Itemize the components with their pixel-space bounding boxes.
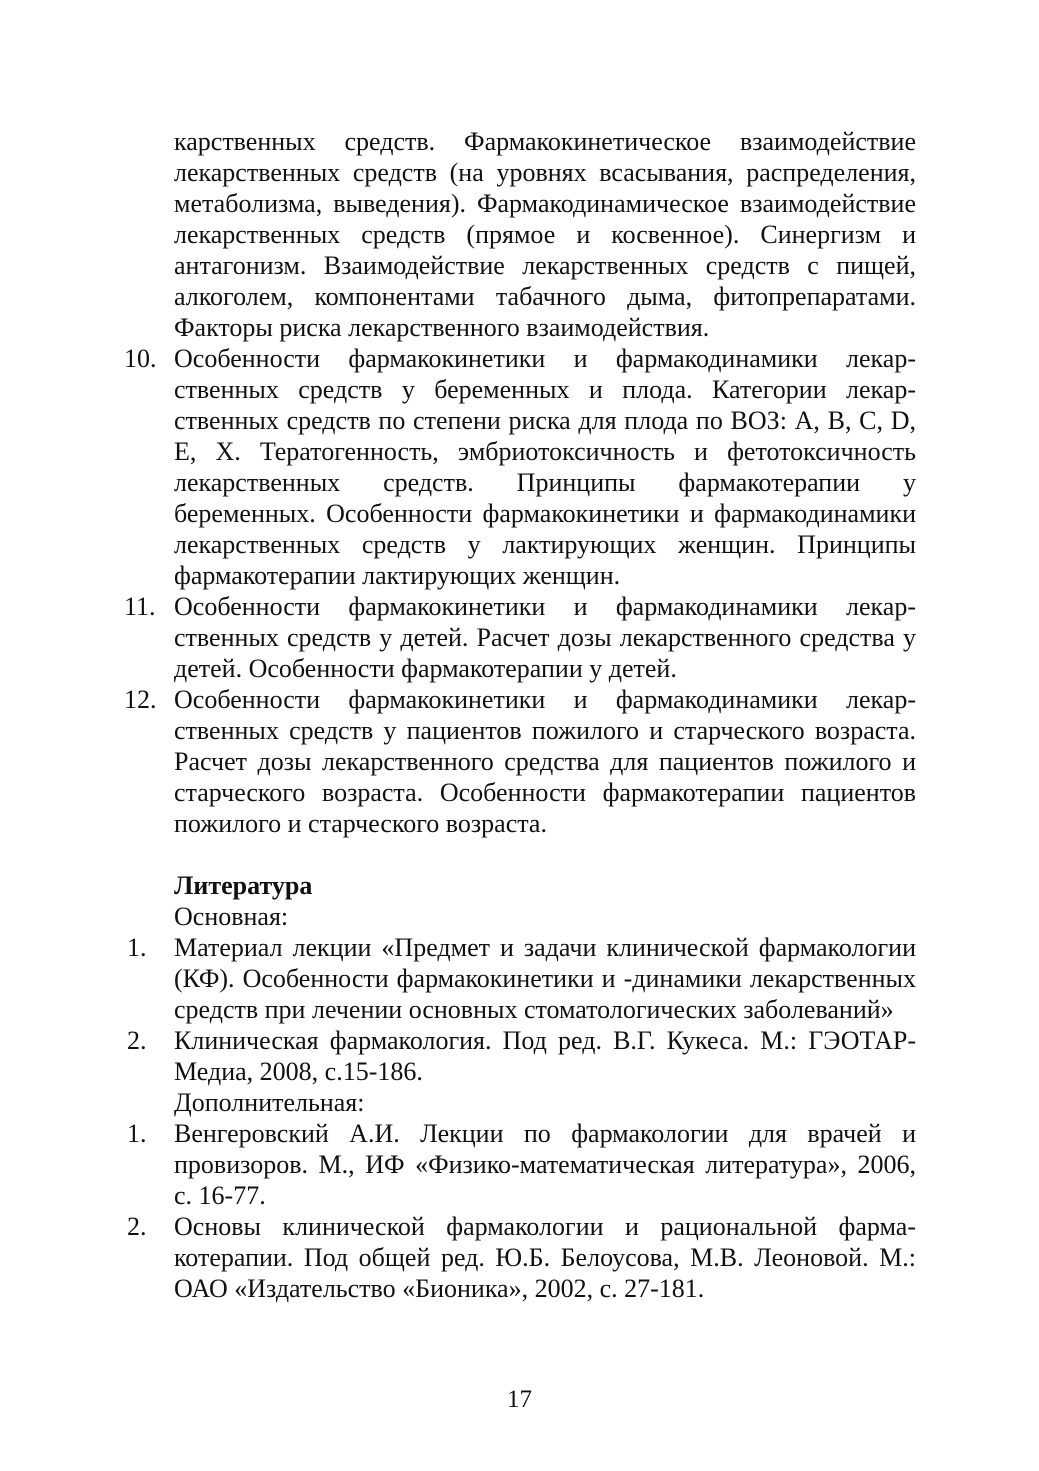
topic-item-11 — [124, 591, 916, 684]
topic-number: 12. — [124, 685, 157, 714]
topic-text: Особенности фармакокинетики и фармакодинамики лекарственных средств у беременных и плода. Категории лекарственных средств по степени риска для плода по ВОЗ: A, B, C, D, E, X. Тератогенность, эмбриотоксичность и фетотоксичность лекарственных средств. Принципы фармакотерапии у беременных. Особенности фармакокинетики и фармакодинамики лекарственных средств у лактирующих женщин. Принципы фармакотерапии лактирующих женщин. — [174, 344, 916, 590]
literature-text: Основы клинической фармакологии и рациональной фармакотерапии. Под общей ред. Ю.Б. Белоусова, М.В. Леоновой. М.: ОАО «Издательство «Бионика», 2002, с. 27-181. — [174, 1212, 916, 1303]
literature-text: Материал лекции «Предмет и задачи клинической фармакологии (КФ). Особенности фармакокинетики и -динамики лекарственных средств при лечении основных стоматологических заболеваний» — [174, 933, 916, 1024]
literature-number: 2. — [127, 1026, 147, 1055]
additional-literature-item-1 — [124, 1118, 916, 1211]
topic-number: 10. — [124, 344, 157, 373]
main-literature-item-1 — [124, 932, 916, 1025]
page-number: 17 — [507, 1386, 532, 1413]
topic-item-12 — [124, 684, 916, 839]
literature-text: Венгеровский А.И. Лекции по фармакологии для врачей и провизоров. М., ИФ «Физико-математическая литература», 2006, с. 16-77. — [174, 1119, 916, 1210]
topic-text: Особенности фармакокинетики и фармакодинамики лекарственных средств у пациентов пожилого и старческого возраста. Расчет дозы лекарственного средства для пациентов пожилого и старческого возраста. Особенности фармакотерапии пациентов пожилого и старческого возраста. — [174, 685, 916, 838]
topic-text: Особенности фармакокинетики и фармакодинамики лекарственных средств у детей. Расчет дозы лекарственного средства у детей. Особенности фармакотерапии у детей. — [174, 592, 916, 683]
literature-text: Клиническая фармакология. Под ред. В.Г. Кукеса. М.: ГЭОТАР-Медиа, 2008, с.15-186. — [174, 1026, 916, 1086]
main-literature-label: Основная: — [174, 902, 289, 931]
page-content — [124, 126, 916, 1304]
topic-number: 11. — [124, 592, 156, 621]
additional-literature-item-2 — [124, 1211, 916, 1304]
main-literature-item-2 — [124, 1025, 916, 1087]
topic-item-10 — [124, 343, 916, 591]
intro-paragraph: карственных средств. Фармакокинетическое взаимодействие лекарственных средств (на уровнях всасывания, распределения, метаболизма, выведения). Фармакодинамическое взаимодействие лекарственных средств (прямое и косвенное). Синергизм и антагонизм. Взаимодействие лекарственных средств с пищей, алкоголем, компонентами табачного дыма, фитопрепаратами. Факторы риска лекарственного взаимодействия. — [174, 127, 916, 342]
literature-heading: Литература — [174, 871, 313, 900]
additional-literature-label: Дополнительная: — [174, 1088, 365, 1117]
literature-number: 1. — [127, 933, 147, 962]
literature-number: 2. — [127, 1212, 147, 1241]
section-spacer — [124, 839, 916, 870]
literature-number: 1. — [127, 1119, 147, 1148]
